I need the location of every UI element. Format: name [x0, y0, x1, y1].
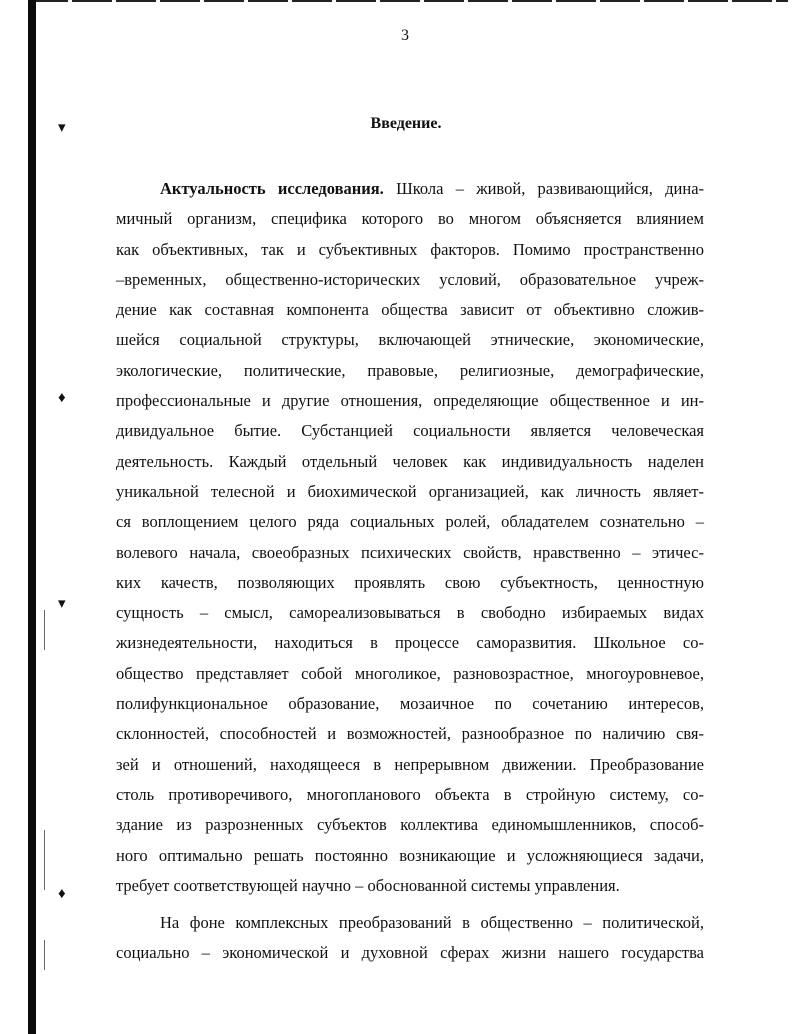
paragraph-line: здание из разрозненных субъектов коллектива единомышленников, способ-: [116, 815, 704, 835]
paragraph-line: волевого начала, своеобразных психических свойств, нравственно – этичес-: [116, 542, 704, 562]
paragraph-line: требует соответствующей научно – обоснованной системы управления.: [116, 875, 620, 895]
paragraph-line: полифункциональное образование, мозаичное по сочетанию интересов,: [116, 694, 704, 714]
margin-mark-icon: ▾: [58, 596, 66, 612]
margin-mark-icon: ♦: [58, 886, 66, 902]
paragraph-line: ного оптимально решать постоянно возникающие и усложняющиеся задачи,: [116, 845, 704, 865]
paragraph-line: дение как составная компонента общества зависит от объективно сложив-: [116, 300, 704, 320]
paragraph-lead: Актуальность исследования.: [160, 179, 384, 198]
paragraph-line: ких качеств, позволяющих проявлять свою субъектность, ценностную: [116, 572, 704, 592]
scan-edge-tick: [44, 610, 45, 650]
paragraph-line: как объективных, так и субъективных факторов. Помимо пространственно: [116, 239, 704, 259]
paragraph-line: деятельность. Каждый отдельный человек как индивидуальность наделен: [116, 451, 704, 471]
paragraph-line: На фоне комплексных преобразований в общественно – политической,: [160, 913, 704, 933]
section-heading: Введение.: [370, 115, 442, 132]
paragraph-line: Актуальность исследования. Школа – живой, развивающийся, дина-: [160, 179, 705, 198]
paragraph-line: ся воплощением целого ряда социальных ролей, обладателем сознательно –: [116, 512, 704, 532]
scan-edge-tick: [44, 940, 45, 970]
paragraph-line: шейся социальной структуры, включающей этнические, экономические,: [116, 330, 704, 350]
paragraph-line: дивидуальное бытие. Субстанцией социальности является человеческая: [116, 421, 704, 441]
scan-left-edge: [28, 0, 36, 1034]
paragraph-line: общество представляет собой многоликое, разновозрастное, многоуровневое,: [116, 663, 704, 683]
scan-edge-tick: [44, 830, 45, 890]
paragraph-line: уникальной телесной и биохимической организацией, как личность являет-: [116, 481, 704, 501]
paragraph-line: мичный организм, специфика которого во многом объясняется влиянием: [116, 209, 704, 229]
paragraph-line: зей и отношений, находящееся в непрерывном движении. Преобразование: [116, 754, 704, 774]
paragraph-line: столь противоречивого, многопланового объекта в стройную систему, со-: [116, 784, 704, 804]
document-body: [116, 174, 704, 969]
paragraph-line: сущность – смысл, самореализовываться в свободно избираемых видах: [116, 603, 704, 623]
paragraph-line: профессиональные и другие отношения, определяющие общественное и ин-: [116, 391, 704, 411]
paragraph-line: жизнедеятельности, находиться в процессе саморазвития. Школьное со-: [116, 633, 704, 653]
page-number: 3: [401, 27, 409, 44]
paragraph-line: экологические, политические, правовые, религиозные, демографические,: [116, 360, 704, 380]
scan-top-border: [28, 0, 788, 2]
paragraph-line: –временных, общественно-исторических условий, образовательное учреж-: [116, 269, 704, 289]
margin-mark-icon: ♦: [58, 390, 66, 406]
paragraph-line: склонностей, способностей и возможностей, разнообразное по наличию свя-: [116, 724, 704, 744]
paragraph-line: социально – экономической и духовной сферах жизни нашего государства: [116, 943, 704, 963]
margin-mark-icon: ▾: [58, 120, 66, 136]
